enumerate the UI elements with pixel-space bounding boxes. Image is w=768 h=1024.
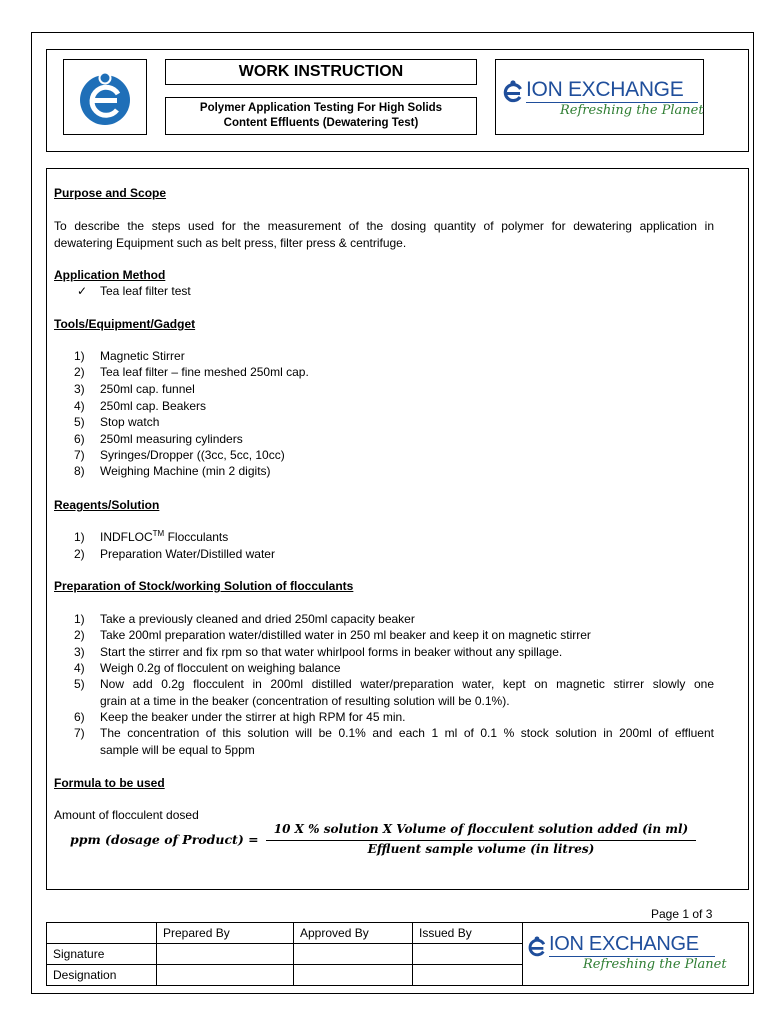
list-item: Take a previously cleaned and dried 250ml capacity beaker: [100, 612, 415, 626]
list-item: 250ml cap. Beakers: [100, 399, 207, 413]
signature-cell: [157, 944, 294, 965]
row-label: Designation: [47, 965, 157, 986]
ion-exchange-emblem-icon: [64, 60, 146, 134]
preparation-heading: Preparation of Stock/working Solution of flocculants: [54, 579, 354, 593]
list-number: 4): [74, 661, 85, 675]
list-number: 3): [74, 381, 85, 396]
list-number: 1): [74, 612, 85, 626]
page-number: Page 1 of 3: [651, 907, 713, 921]
list-number: 3): [74, 644, 85, 659]
list-number: 5): [74, 677, 85, 692]
table-header-cell: Issued By: [413, 923, 523, 944]
designation-cell: [294, 965, 413, 986]
formula-lhs: ppm (dosage of Product) =: [70, 832, 259, 847]
subtitle-line: Content Effluents (Dewatering Test): [223, 117, 419, 129]
list-item: Syringes/Dropper ((3cc, 5cc, 10cc): [100, 448, 285, 462]
list-number: 1): [74, 349, 85, 363]
table-header-cell: Prepared By: [157, 923, 294, 944]
list-item-line: Now add 0.2g flocculent in 200ml distilled water/preparation water, kept on magnetic stirrer slowly one: [100, 677, 714, 692]
list-item: 250ml cap. funnel: [100, 381, 195, 396]
check-mark-icon: ✓: [77, 284, 88, 298]
list-item: Stop watch: [100, 415, 160, 430]
footer-brand-logo: [527, 933, 727, 977]
list-item: Keep the beaker under the stirrer at high RPM for 45 min.: [100, 710, 406, 724]
brand-logo: [502, 78, 704, 122]
brand-name: ION EXCHANGE: [526, 78, 684, 101]
signature-cell: [413, 944, 523, 965]
subtitle-line: Polymer Application Testing For High Solids: [199, 102, 443, 114]
product-suffix: Flocculants: [164, 530, 229, 544]
list-item: Magnetic Stirrer: [100, 349, 185, 363]
table-header-cell: Approved By: [294, 923, 413, 944]
reagent-item: [100, 529, 714, 545]
reagents-heading: Reagents/Solution: [54, 498, 160, 512]
tools-heading: Tools/Equipment/Gadget: [54, 317, 196, 331]
brand-tagline: Refreshing the Planet: [560, 103, 704, 118]
list-number: 4): [74, 399, 85, 413]
brand-logo-box: [495, 59, 704, 135]
application-heading: Application Method: [54, 268, 166, 282]
list-item-line: grain at a time in the beaker (concentration of resulting solution will be 0.1%).: [100, 693, 510, 708]
list-number: 7): [74, 726, 85, 741]
list-number: 6): [74, 431, 85, 446]
brand-name: ION EXCHANGE: [549, 933, 699, 955]
formula-numerator: 10 X % solution X Volume of flocculent solution added (in ml): [273, 822, 689, 836]
table-cell: [47, 923, 157, 944]
list-item-line: sample will be equal to 5ppm: [100, 742, 255, 757]
purpose-line: To describe the steps used for the measurement of the dosing quantity of polymer for dewatering application in: [54, 219, 714, 233]
formula-denominator: Effluent sample volume (in litres): [367, 842, 595, 856]
brand-e-icon: [527, 936, 547, 958]
formula-intro: Amount of flocculent dosed: [54, 808, 199, 822]
list-item: Take 200ml preparation water/distilled water in 250 ml beaker and keep it on magnetic stirrer: [100, 628, 591, 643]
list-number: 2): [74, 628, 85, 643]
list-number: 6): [74, 710, 85, 724]
brand-e-icon: [502, 80, 524, 104]
list-number: 8): [74, 464, 85, 479]
list-item: 250ml measuring cylinders: [100, 431, 243, 446]
list-number: 2): [74, 365, 85, 380]
list-item: [100, 725, 714, 758]
document-subtitle: [165, 97, 477, 135]
brand-tagline: Refreshing the Planet: [583, 957, 727, 972]
list-item: [100, 676, 714, 709]
list-item-line: The concentration of this solution will be 0.1% and each 1 ml of 0.1 % stock solution in 200ml of effluent: [100, 726, 714, 741]
list-item: Start the stirrer and fix rpm so that water whirlpool forms in beaker without any spillage.: [100, 644, 563, 659]
reagent-item: Preparation Water/Distilled water: [100, 546, 275, 561]
purpose-heading: Purpose and Scope: [54, 186, 167, 200]
formula-heading: Formula to be used: [54, 776, 165, 790]
row-label: Signature: [47, 944, 157, 965]
product-name: INDFLOC: [100, 530, 153, 544]
company-emblem-box: [63, 59, 147, 135]
designation-cell: [413, 965, 523, 986]
purpose-line: dewatering Equipment such as belt press, filter press & centrifuge.: [54, 235, 407, 250]
designation-cell: [157, 965, 294, 986]
list-item: Weigh 0.2g of flocculent on weighing balance: [100, 661, 341, 675]
list-number: 1): [74, 530, 85, 544]
purpose-text: [54, 218, 714, 251]
trademark-mark: TM: [152, 529, 165, 538]
list-item: Tea leaf filter – fine meshed 250ml cap.: [100, 365, 309, 380]
list-number: 5): [74, 415, 85, 430]
list-number: 2): [74, 546, 85, 561]
list-item: Weighing Machine (min 2 digits): [100, 464, 271, 479]
fraction-bar: [266, 840, 696, 841]
signature-cell: [294, 944, 413, 965]
application-item: Tea leaf filter test: [100, 284, 191, 298]
list-number: 7): [74, 448, 85, 462]
document-title: WORK INSTRUCTION: [165, 59, 477, 85]
